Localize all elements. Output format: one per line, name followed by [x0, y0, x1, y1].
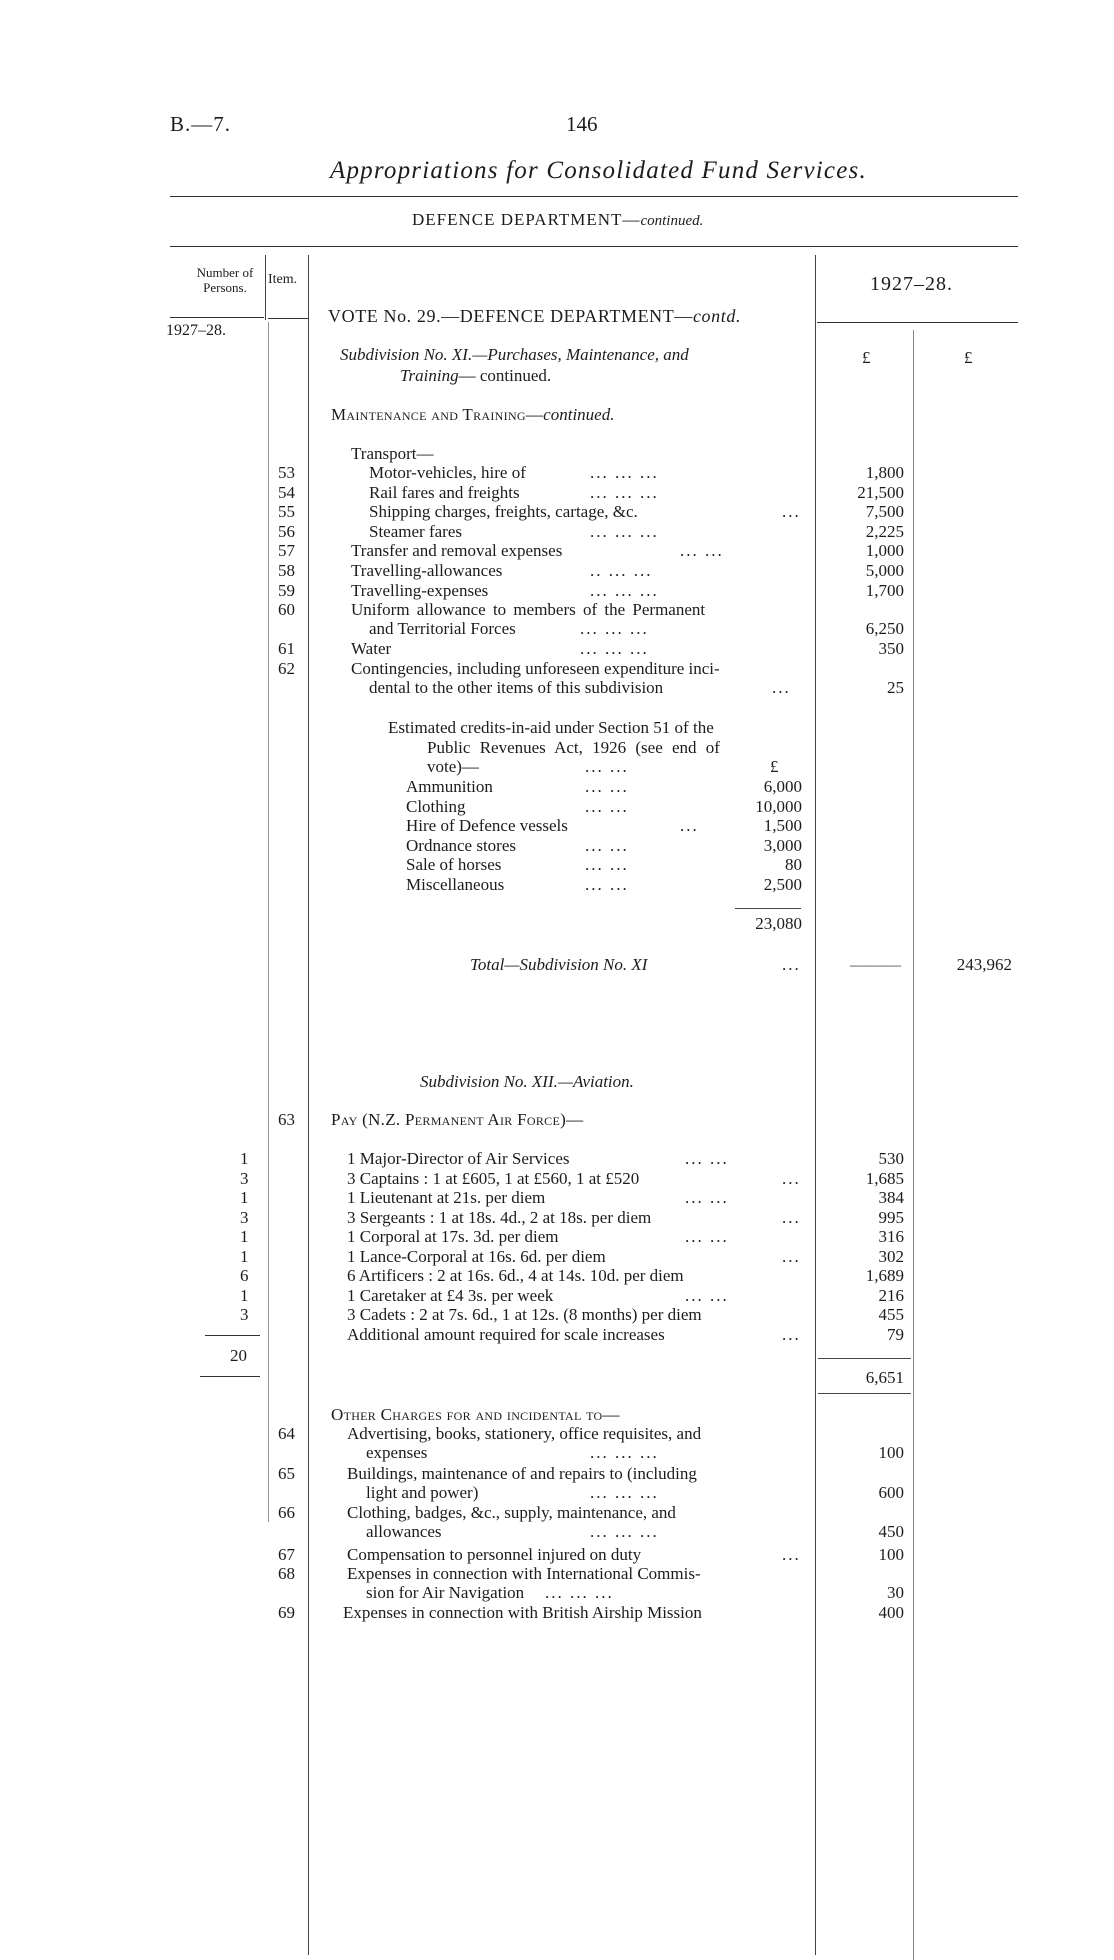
persons-count: 1	[240, 1246, 249, 1266]
title-rule	[170, 196, 1018, 197]
leader-dots: ... ... ...	[590, 1443, 659, 1462]
persons-column-header: Number of Persons.	[196, 265, 254, 295]
item-column-header: Item.	[268, 272, 298, 287]
leader-dots: ...	[782, 502, 801, 522]
currency-b: £	[964, 348, 973, 367]
leader-dots: ... ...	[585, 855, 629, 875]
persons-total-rule-bottom	[200, 1376, 260, 1377]
sub11-continued: — continued.	[458, 366, 552, 385]
credits-pound: £	[770, 757, 779, 776]
amount-header-rule	[817, 322, 1018, 323]
credits-total: 23,080	[755, 914, 802, 933]
item-number: 55	[278, 502, 295, 522]
persons-total-rule-top	[205, 1335, 260, 1336]
vote-contd: contd.	[692, 306, 742, 326]
item-62-line2: dental to the other items of this subdivision	[369, 678, 664, 697]
leader-dots: ... ...	[680, 541, 724, 561]
page-number: 146	[566, 112, 598, 136]
pay-amount: 1,685	[865, 1168, 904, 1188]
pay-description: 3 Sergeants : 1 at 18s. 4d., 2 at 18s. per diem	[347, 1207, 652, 1227]
pay-amount: 530	[878, 1149, 904, 1168]
credit-label: Sale of horses	[406, 855, 502, 875]
persons-total: 20	[230, 1346, 247, 1365]
item-number: 58	[278, 561, 295, 580]
persons-count: 3	[240, 1207, 249, 1227]
item-amount: 7,500	[865, 502, 904, 522]
item-61-text: Water	[351, 639, 392, 658]
credits-line3: vote)—	[427, 757, 479, 776]
leader-dots: ... ...	[585, 835, 629, 855]
leader-dots: ... ...	[685, 1285, 729, 1305]
sub11-total-dash: ———	[850, 955, 901, 974]
item-number: 61	[278, 639, 295, 658]
pay-total-rule-bottom	[818, 1393, 911, 1394]
charge-amount: 450	[878, 1522, 904, 1541]
persons-count: 3	[240, 1168, 249, 1188]
persons-column-divider	[265, 255, 266, 320]
item-description: Steamer fares	[369, 521, 462, 541]
charge-line2: allowances	[366, 1522, 442, 1541]
leader-dots: ... ... ...	[580, 639, 649, 658]
persons-count: 6	[240, 1266, 249, 1285]
pay-description: 1 Lieutenant at 21s. per diem	[347, 1188, 546, 1207]
leader-dots: ...	[772, 678, 791, 697]
leader-dots: ... ... ...	[590, 1522, 659, 1541]
leader-dots: ... ...	[585, 757, 629, 776]
credit-amount: 3,000	[763, 835, 802, 855]
item-header-rule	[268, 318, 308, 319]
leader-dots: ... ...	[685, 1188, 729, 1207]
item-description: Travelling-expenses	[351, 580, 489, 600]
item-description: Shipping charges, freights, cartage, &c.	[369, 502, 638, 522]
credit-label: Ammunition	[406, 777, 493, 796]
credits-line2: Public Revenues Act, 1926 (see end of	[427, 738, 720, 757]
leader-dots: ...	[680, 816, 699, 836]
leader-dots: ...	[782, 1168, 801, 1188]
credit-amount: 6,000	[763, 777, 802, 796]
item-amount: 100	[878, 1545, 904, 1564]
sub11-total-amount: 243,962	[956, 955, 1012, 974]
item-amount: 400	[878, 1603, 904, 1622]
pay-heading: Pay (N.Z. Permanent Air Force)—	[331, 1110, 584, 1129]
pay-amount: 302	[878, 1246, 904, 1266]
department-rule	[170, 246, 1018, 247]
sub11-total-label: Total—Subdivision No. XI	[470, 955, 648, 974]
page-ref: B.—7.	[170, 112, 232, 136]
pay-description: 1 Caretaker at £4 3s. per week	[347, 1285, 554, 1305]
item-62-line1: Contingencies, including unforeseen expenditure inci-	[351, 659, 720, 678]
item-68-line2: sion for Air Navigation	[366, 1583, 525, 1602]
pay-amount: 455	[878, 1305, 904, 1324]
sub11-title-line1: Subdivision No. XI.—Purchases, Maintenance, and	[340, 345, 689, 364]
item-amount: 6,250	[865, 619, 904, 638]
item-number: 56	[278, 521, 295, 541]
department-heading	[412, 210, 703, 230]
credits-total-rule	[735, 908, 801, 909]
leader-dots: ...	[782, 1324, 801, 1344]
leader-dots: ... ... ...	[590, 1482, 659, 1502]
persons-count: 1	[240, 1285, 249, 1305]
credit-amount: 10,000	[755, 796, 802, 816]
pay-amount: 216	[878, 1285, 904, 1305]
item-amount: 2,225	[865, 521, 904, 541]
item-column-divider-left	[268, 322, 269, 1522]
credit-label: Miscellaneous	[406, 875, 505, 894]
item-amount: 30	[887, 1583, 904, 1602]
leader-dots: ... ...	[685, 1227, 729, 1246]
pay-description: Additional amount required for scale increases	[347, 1324, 665, 1344]
pay-amount: 79	[887, 1324, 904, 1344]
persons-header-rule	[170, 317, 264, 318]
pay-amount: 1,689	[865, 1266, 904, 1285]
pay-amount: 995	[878, 1207, 904, 1227]
charge-amount: 100	[878, 1443, 904, 1462]
persons-count: 1	[240, 1227, 249, 1246]
charge-line1: Clothing, badges, &c., supply, maintenance, and	[347, 1503, 676, 1522]
leader-dots: ... ...	[585, 796, 629, 816]
leader-dots: ...	[782, 1545, 801, 1564]
transport-heading: Transport—	[351, 444, 434, 463]
credit-label: Clothing	[406, 796, 466, 816]
persons-count: 1	[240, 1149, 249, 1168]
amount-year-header: 1927–28.	[870, 273, 953, 295]
item-amount: 5,000	[865, 561, 904, 580]
charge-line2: light and power)	[366, 1482, 479, 1502]
credit-label: Hire of Defence vessels	[406, 816, 568, 836]
pay-description: 1 Lance-Corporal at 16s. 6d. per diem	[347, 1246, 606, 1266]
item-amount: 1,700	[865, 580, 904, 600]
item-number: 68	[278, 1564, 295, 1583]
item-amount: 1,800	[865, 463, 904, 482]
charge-line1: Advertising, books, stationery, office requisites, and	[347, 1424, 702, 1443]
item-number: 67	[278, 1545, 295, 1564]
item-number: 66	[278, 1503, 295, 1522]
amount-split-divider	[913, 330, 914, 1960]
item-67-text: Compensation to personnel injured on duty	[347, 1545, 642, 1564]
page-title: Appropriations for Consolidated Fund Services.	[330, 157, 867, 184]
leader-dots: ... ... ...	[590, 463, 659, 482]
persons-count: 3	[240, 1305, 249, 1324]
item-number: 54	[278, 482, 295, 502]
department-cont: continued.	[640, 213, 704, 229]
sub11-title-line2	[400, 366, 551, 386]
item-column-divider	[308, 255, 309, 1955]
vote-title-text: VOTE No. 29.—DEFENCE DEPARTMENT—	[328, 306, 693, 326]
pay-description: 3 Cadets : 2 at 7s. 6d., 1 at 12s. (8 months) per diem	[347, 1305, 702, 1324]
pay-amount: 384	[878, 1188, 904, 1207]
leader-dots: ...	[782, 1207, 801, 1227]
item-amount: 21,500	[857, 482, 904, 502]
item-amount: 25	[887, 678, 904, 697]
leader-dots: .. ... ...	[590, 561, 653, 580]
pay-description: 1 Corporal at 17s. 3d. per diem	[347, 1227, 559, 1246]
credits-line1: Estimated credits-in-aid under Section 51 of the	[388, 718, 714, 737]
pay-total-rule	[818, 1358, 911, 1359]
leader-dots: ...	[782, 955, 801, 974]
charge-line2: expenses	[366, 1443, 428, 1462]
maintenance-continued: continued.	[543, 405, 615, 424]
leader-dots: ... ... ...	[590, 482, 659, 502]
leader-dots: ... ...	[585, 777, 629, 796]
credit-amount: 2,500	[763, 875, 802, 894]
item-60-line1: Uniform allowance to members of the Permanent	[351, 600, 706, 619]
persons-year-header: 1927–28.	[166, 322, 226, 339]
item-number: 62	[278, 659, 295, 678]
maintenance-heading	[331, 405, 614, 425]
pay-amount: 316	[878, 1227, 904, 1246]
item-60-line2: and Territorial Forces	[369, 619, 516, 638]
item-number: 63	[278, 1110, 295, 1129]
leader-dots: ... ... ...	[590, 521, 659, 541]
credit-amount: 1,500	[763, 816, 802, 836]
department-name: DEFENCE DEPARTMENT—	[412, 210, 641, 229]
pay-description: 6 Artificers : 2 at 16s. 6d., 4 at 14s. 10d. per diem	[347, 1266, 684, 1285]
leader-dots: ... ... ...	[590, 580, 659, 600]
leader-dots: ... ... ...	[545, 1583, 614, 1602]
item-number: 60	[278, 600, 295, 619]
currency-a: £	[862, 348, 871, 367]
credit-amount: 80	[785, 855, 802, 875]
leader-dots: ... ...	[585, 875, 629, 894]
item-number: 64	[278, 1424, 295, 1443]
sub11-training: Training	[400, 366, 459, 385]
item-number: 69	[278, 1603, 295, 1622]
item-69-text: Expenses in connection with British Airship Mission	[343, 1603, 702, 1622]
credit-label: Ordnance stores	[406, 835, 516, 855]
item-amount: 350	[878, 639, 904, 658]
charge-amount: 600	[878, 1482, 904, 1502]
item-68-line1: Expenses in connection with International Commis-	[347, 1564, 701, 1583]
persons-count: 1	[240, 1188, 249, 1207]
leader-dots: ...	[782, 1246, 801, 1266]
item-number: 59	[278, 580, 295, 600]
item-description: Rail fares and freights	[369, 482, 520, 502]
other-charges-heading: Other Charges for and incidental to—	[331, 1405, 620, 1424]
maintenance-heading-text: Maintenance and Training—	[331, 405, 544, 424]
item-number: 57	[278, 541, 295, 561]
sub12-title: Subdivision No. XII.—Aviation.	[420, 1072, 634, 1091]
amount-column-divider	[815, 255, 816, 1955]
leader-dots: ... ...	[685, 1149, 729, 1168]
pay-description: 3 Captains : 1 at £605, 1 at £560, 1 at £520	[347, 1168, 640, 1188]
vote-title	[328, 306, 741, 327]
item-description: Transfer and removal expenses	[351, 541, 563, 561]
charge-line1: Buildings, maintenance of and repairs to (including	[347, 1463, 697, 1483]
item-number: 65	[278, 1463, 295, 1483]
item-number: 53	[278, 463, 295, 482]
leader-dots: ... ... ...	[580, 619, 649, 638]
item-description: Motor-vehicles, hire of	[369, 463, 526, 482]
pay-description: 1 Major-Director of Air Services	[347, 1149, 570, 1168]
pay-total: 6,651	[865, 1368, 904, 1387]
item-amount: 1,000	[865, 541, 904, 561]
item-description: Travelling-allowances	[351, 561, 503, 580]
